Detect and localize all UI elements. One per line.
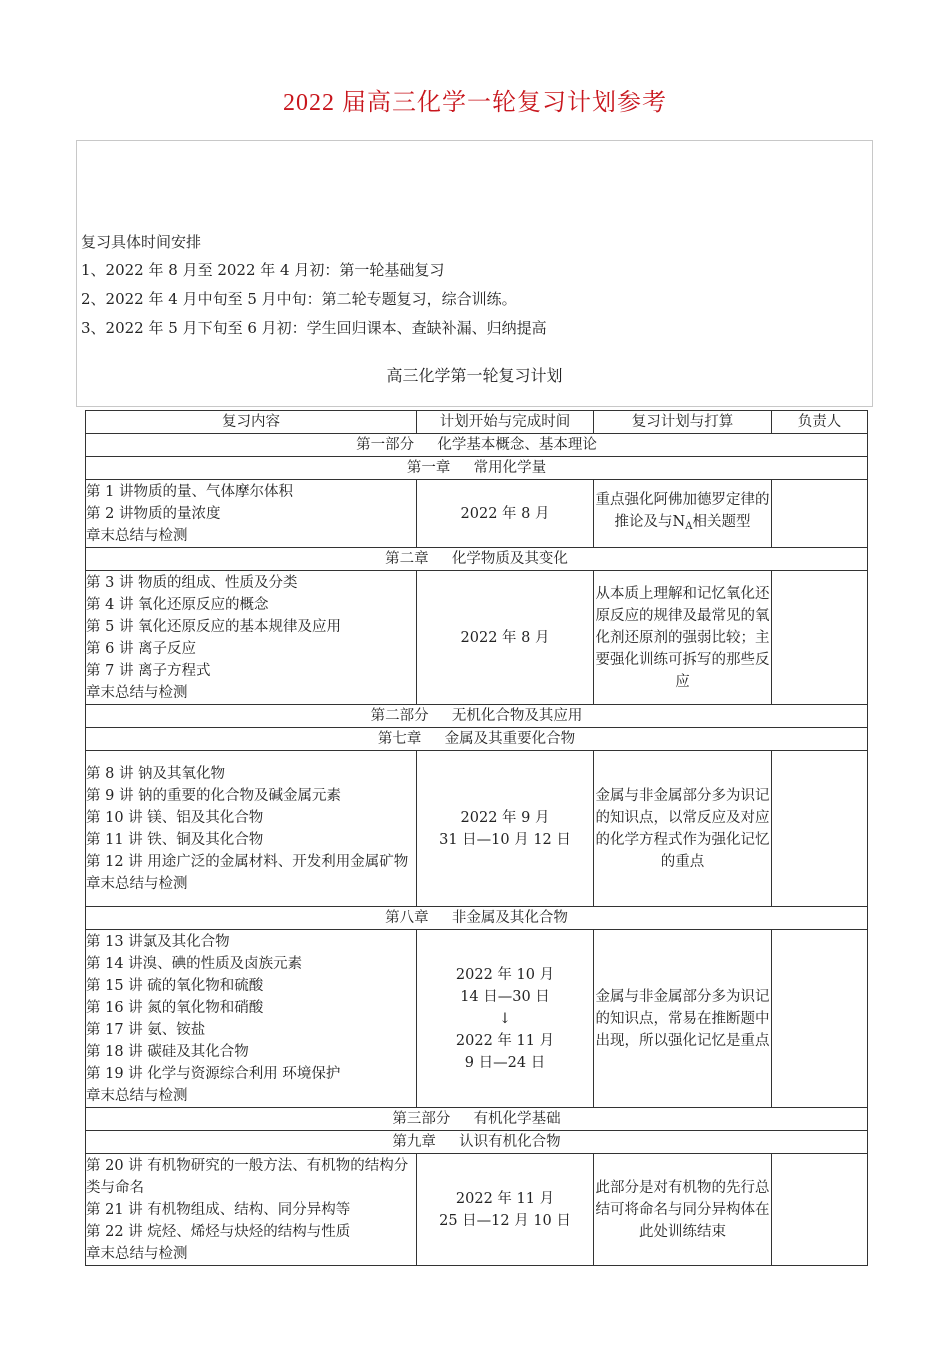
- intro-box: [76, 140, 873, 407]
- list-item: 章末总结与检测: [86, 527, 188, 544]
- list-item: 第 5 讲 氧化还原反应的基本规律及应用: [86, 618, 342, 635]
- column-header-time: 计划开始与完成时间: [417, 411, 594, 434]
- list-item: 第 2 讲物质的量浓度: [86, 505, 221, 522]
- review-notes: 从本质上理解和记忆氧化还原反应的规律及最常见的氧化剂还原剂的强弱比较；主要强化训练可拆写的那些反应: [594, 571, 772, 705]
- list-item: 第 4 讲 氧化还原反应的概念: [86, 596, 269, 613]
- list-item: 第 1 讲物质的量、气体摩尔体积: [86, 483, 293, 500]
- list-item: 第 14 讲溴、碘的性质及卤族元素: [86, 955, 303, 972]
- schedule-line-2: 2、2022 年 4 月中旬至 5 月中旬：第二轮专题复习，综合训练。: [81, 290, 517, 308]
- lecture-list: [86, 751, 417, 907]
- lecture-list: [86, 930, 417, 1108]
- part-row: [86, 705, 868, 728]
- schedule-line-1: 1、2022 年 8 月至 2022 年 4 月初：第一轮基础复习: [81, 261, 445, 279]
- table-row: [86, 571, 868, 705]
- review-notes: 金属与非金属部分多为识记的知识点，常易在推断题中出现，所以强化记忆是重点: [594, 930, 772, 1108]
- owner-cell: [772, 571, 868, 705]
- schedule-heading: 复习具体时间安排: [81, 233, 202, 251]
- chapter-1-heading: 第一章 常用化学量: [86, 457, 868, 480]
- table-row: [86, 480, 868, 548]
- list-item: 第 18 讲 碳硅及其化合物: [86, 1043, 249, 1060]
- table-header-row: [86, 411, 868, 434]
- list-item: 第 20 讲 有机物研究的一般方法、有机物的结构分类与命名: [86, 1157, 409, 1196]
- part-2-heading: 第二部分 无机化合物及其应用: [86, 705, 868, 728]
- list-item: 章末总结与检测: [86, 1087, 188, 1104]
- chapter-7-heading: 第七章 金属及其重要化合物: [86, 728, 868, 751]
- owner-cell: [772, 480, 868, 548]
- lecture-list: [86, 480, 417, 548]
- list-item: 第 19 讲 化学与资源综合利用 环境保护: [86, 1065, 341, 1082]
- list-item: 第 22 讲 烷烃、烯烃与炔烃的结构与性质: [86, 1223, 351, 1240]
- schedule-time: 2022 年 9 月 31 日—10 月 12 日: [417, 751, 594, 907]
- list-item: 第 17 讲 氨、铵盐: [86, 1021, 206, 1038]
- lecture-list: [86, 1154, 417, 1266]
- part-row: [86, 1108, 868, 1131]
- table-row: [86, 751, 868, 907]
- part-3-heading: 第三部分 有机化学基础: [86, 1108, 868, 1131]
- chapter-8-heading: 第八章 非金属及其化合物: [86, 907, 868, 930]
- chapter-row: [86, 457, 868, 480]
- owner-cell: [772, 751, 868, 907]
- list-item: 第 10 讲 镁、铝及其化合物: [86, 809, 264, 826]
- schedule-line-3: 3、2022 年 5 月下旬至 6 月初：学生回归课本、查缺补漏、归纳提高: [81, 319, 547, 337]
- part-row: [86, 434, 868, 457]
- column-header-content: 复习内容: [86, 411, 417, 434]
- review-notes: 金属与非金属部分多为识记的知识点，以常反应及对应的化学方程式作为强化记忆的重点: [594, 751, 772, 907]
- list-item: 第 6 讲 离子反应: [86, 640, 197, 657]
- list-item: 第 16 讲 氮的氧化物和硝酸: [86, 999, 264, 1016]
- list-item: 章末总结与检测: [86, 1245, 188, 1262]
- list-item: 第 11 讲 铁、铜及其化合物: [86, 831, 264, 848]
- schedule-time: 2022 年 8 月: [417, 480, 594, 548]
- part-1-heading: 第一部分 化学基本概念、基本理论: [86, 434, 868, 457]
- column-header-owner: 负责人: [772, 411, 868, 434]
- chapter-row: [86, 728, 868, 751]
- list-item: 第 15 讲 硫的氧化物和硫酸: [86, 977, 264, 994]
- chapter-row: [86, 907, 868, 930]
- owner-cell: [772, 930, 868, 1108]
- down-arrow-icon: ↓: [498, 1010, 512, 1027]
- list-item: 第 21 讲 有机物组成、结构、同分异构等: [86, 1201, 351, 1218]
- table-row: [86, 930, 868, 1108]
- document-title: 2022 届高三化学一轮复习计划参考: [283, 90, 667, 116]
- owner-cell: [772, 1154, 868, 1266]
- table-row: [86, 1154, 868, 1266]
- list-item: 章末总结与检测: [86, 875, 188, 892]
- list-item: 第 13 讲氯及其化合物: [86, 933, 230, 950]
- chapter-2-heading: 第二章 化学物质及其变化: [86, 548, 868, 571]
- list-item: 第 12 讲 用途广泛的金属材料、开发利用金属矿物: [86, 853, 409, 870]
- list-item: 第 3 讲 物质的组成、性质及分类: [86, 574, 298, 591]
- chapter-9-heading: 第九章 认识有机化合物: [86, 1131, 868, 1154]
- list-item: 第 9 讲 钠的重要的化合物及碱金属元素: [86, 787, 342, 804]
- schedule-time: 2022 年 10 月 14 日—30 日 ↓ 2022 年 11 月 9 日—24 日: [417, 930, 594, 1108]
- column-header-plan: 复习计划与打算: [594, 411, 772, 434]
- review-plan-table: [85, 410, 868, 1266]
- review-notes: 重点强化阿佛加德罗定律的推论及与$N_A$相关题型: [594, 480, 772, 548]
- chapter-row: [86, 1131, 868, 1154]
- plan-title: 高三化学第一轮复习计划: [386, 366, 563, 385]
- schedule-time: 2022 年 11 月 25 日—12 月 10 日: [417, 1154, 594, 1266]
- chapter-row: [86, 548, 868, 571]
- list-item: 第 8 讲 钠及其氧化物: [86, 765, 226, 782]
- lecture-list: [86, 571, 417, 705]
- list-item: 第 7 讲 离子方程式: [86, 662, 211, 679]
- review-notes: 此部分是对有机物的先行总结可将命名与同分异构体在此处训练结束: [594, 1154, 772, 1266]
- list-item: 章末总结与检测: [86, 684, 188, 701]
- schedule-time: 2022 年 8 月: [417, 571, 594, 705]
